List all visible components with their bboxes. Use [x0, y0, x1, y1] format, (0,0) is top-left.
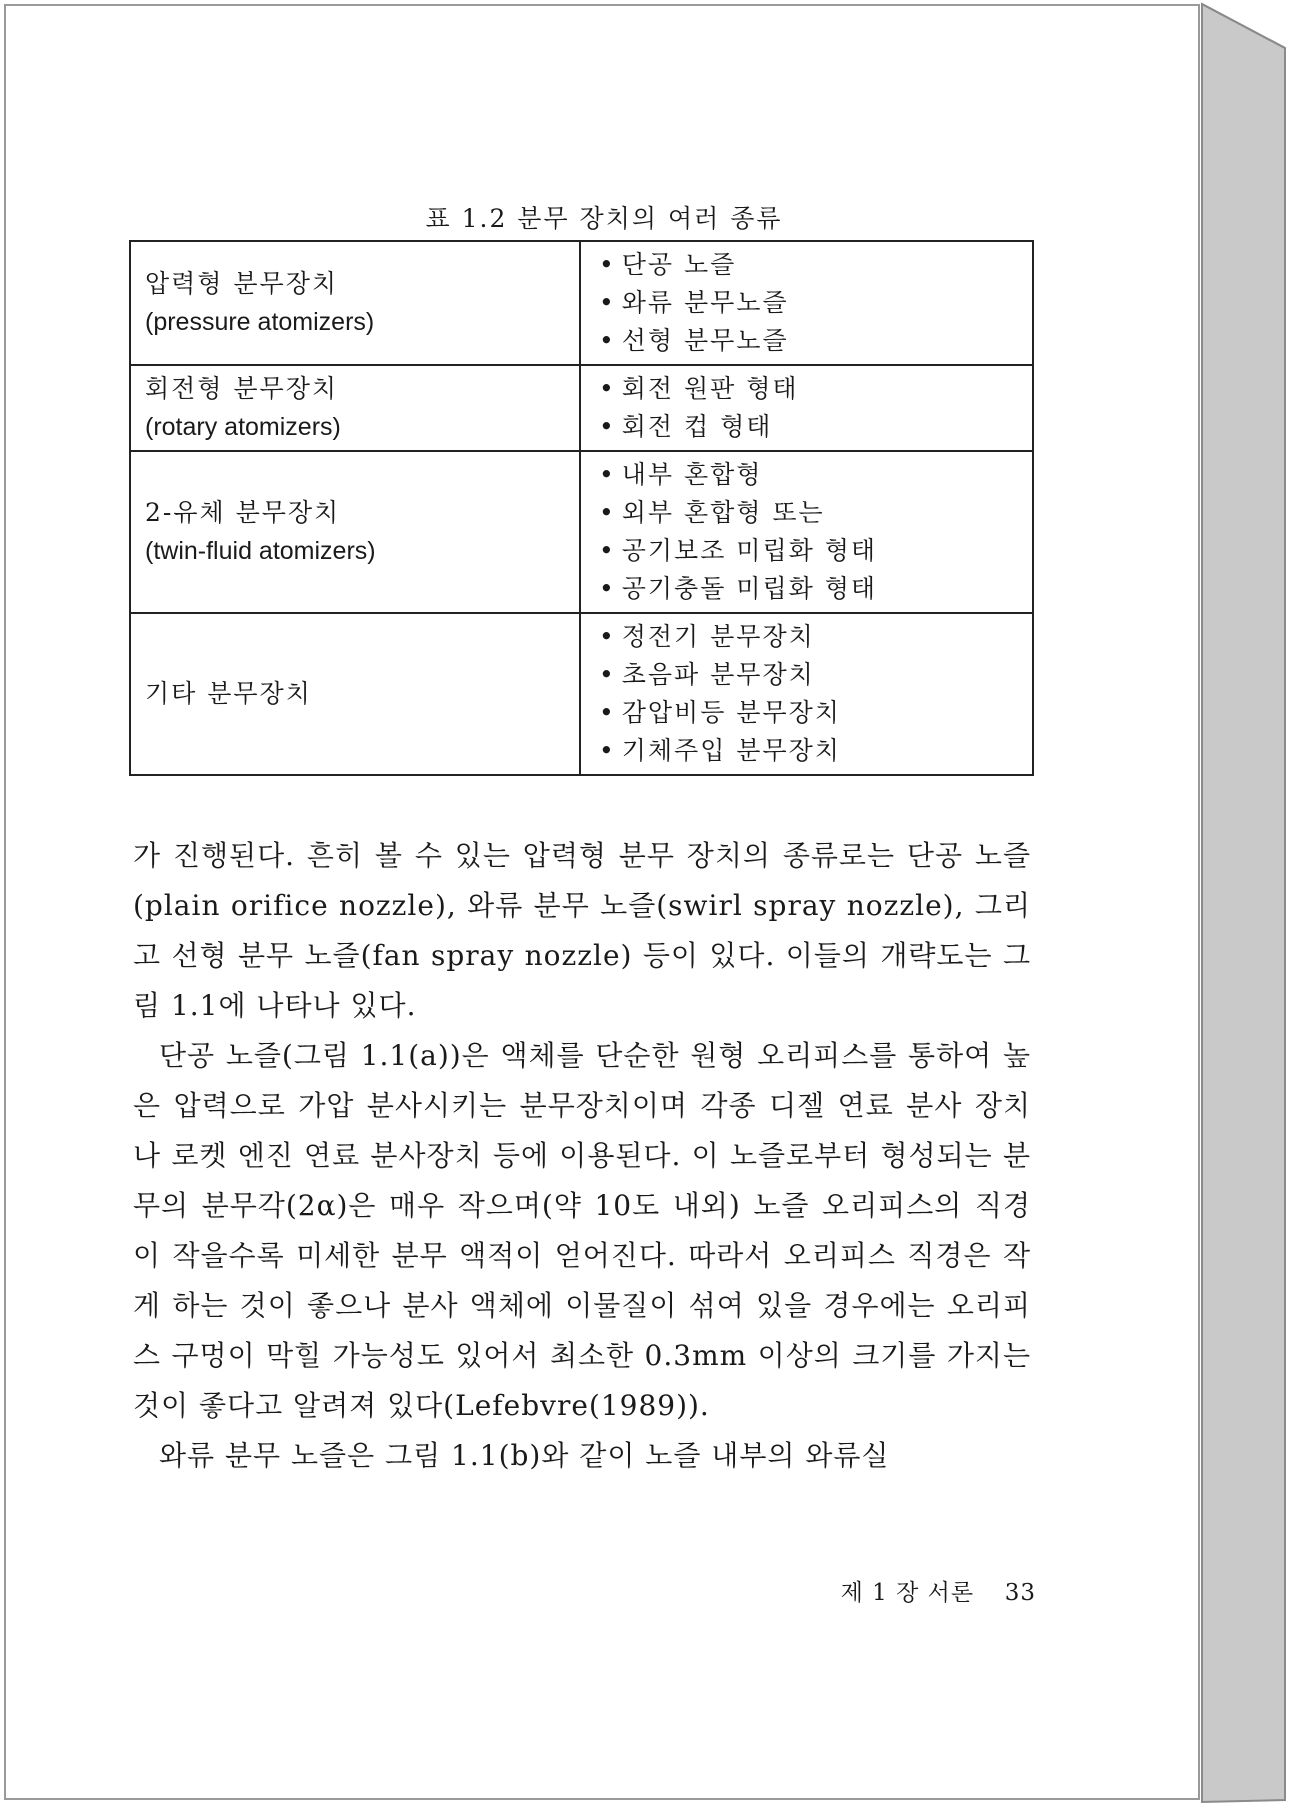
category-english-name: (pressure atomizers) [145, 308, 375, 336]
page-number: 33 [1004, 1580, 1036, 1606]
atomizer-types-cell [580, 241, 1033, 365]
type-list-item: • 내부 혼합형 [599, 456, 1018, 494]
table-row [130, 613, 1033, 775]
chapter-label: 제 1 장 서론 [840, 1580, 975, 1606]
table-row [130, 241, 1033, 365]
type-list-item: • 외부 혼합형 또는 [599, 494, 1018, 532]
type-list-item: • 감압비등 분무장치 [599, 694, 1018, 732]
atomizer-types-cell [580, 613, 1033, 775]
category-korean-name: 2-유체 분무장치 [145, 498, 341, 527]
type-list-item: • 회전 원판 형태 [599, 370, 1018, 408]
page-footer [796, 1574, 1036, 1607]
atomizer-category-cell [130, 613, 580, 775]
type-list-item: • 정전기 분무장치 [599, 618, 1018, 656]
type-list-item: • 선형 분무노즐 [599, 322, 1018, 360]
atomizer-category-cell [130, 451, 580, 613]
atomizer-category-cell [130, 365, 580, 451]
category-english-name: (twin-fluid atomizers) [145, 537, 376, 565]
book-edge-shadow [1200, 0, 1291, 1806]
paragraph: 단공 노즐(그림 1.1(a))은 액체를 단순한 원형 오리피스를 통하여 높은 압력으로 가압 분사시키는 분무장치이며 각종 디젤 연료 분사 장치나 로켓 엔진 연료 분사장치 등에 이용된다. 이 노즐로부터 형성되는 분무의 분무각(2α)은 매우 작으며(약 10도 내외) 노즐 오리피스의 직경이 작을수록 미세한 분무 액적이 얻어진다. 따라서 오리피스 직경은 작게 하는 것이 좋으나 분사 액체에 이물질이 섞여 있을 경우에는 오리피스 구멍이 막힐 가능성도 있어서 최소한 0.3mm 이상의 크기를 가지는 것이 좋다고 알려져 있다(Lefebvre(1989)). [133, 1039, 1031, 1422]
category-korean-name: 기타 분무장치 [145, 679, 312, 708]
type-list-item: • 기체주입 분무장치 [599, 732, 1018, 770]
type-list-item: • 공기보조 미립화 형태 [599, 532, 1018, 570]
table-caption: 표 1.2 분무 장치의 여러 종류 [425, 204, 783, 233]
atomizer-types-table [129, 240, 1034, 776]
body-text [133, 831, 1031, 1481]
type-list-item: • 단공 노즐 [599, 246, 1018, 284]
atomizer-category-cell [130, 241, 580, 365]
type-list-item: • 초음파 분무장치 [599, 656, 1018, 694]
book-page [4, 4, 1200, 1800]
type-list-item: • 와류 분무노즐 [599, 284, 1018, 322]
type-list-item: • 공기충돌 미립화 형태 [599, 570, 1018, 608]
category-english-name: (rotary atomizers) [145, 413, 341, 441]
atomizer-types-cell [580, 451, 1033, 613]
paragraph: 가 진행된다. 흔히 볼 수 있는 압력형 분무 장치의 종류로는 단공 노즐(plain orifice nozzle), 와류 분무 노즐(swirl spray nozzle), 그리고 선형 분무 노즐(fan spray nozzle) 등이 있다. 이들의 개략도는 그림 1.1에 나타나 있다. [133, 839, 1031, 1022]
category-korean-name: 압력형 분무장치 [145, 269, 338, 298]
table-row [130, 451, 1033, 613]
category-korean-name: 회전형 분무장치 [145, 374, 338, 403]
type-list-item: • 회전 컵 형태 [599, 408, 1018, 446]
paragraph: 와류 분무 노즐은 그림 1.1(b)와 같이 노즐 내부의 와류실 [159, 1439, 890, 1472]
atomizer-types-cell [580, 365, 1033, 451]
table-row [130, 365, 1033, 451]
